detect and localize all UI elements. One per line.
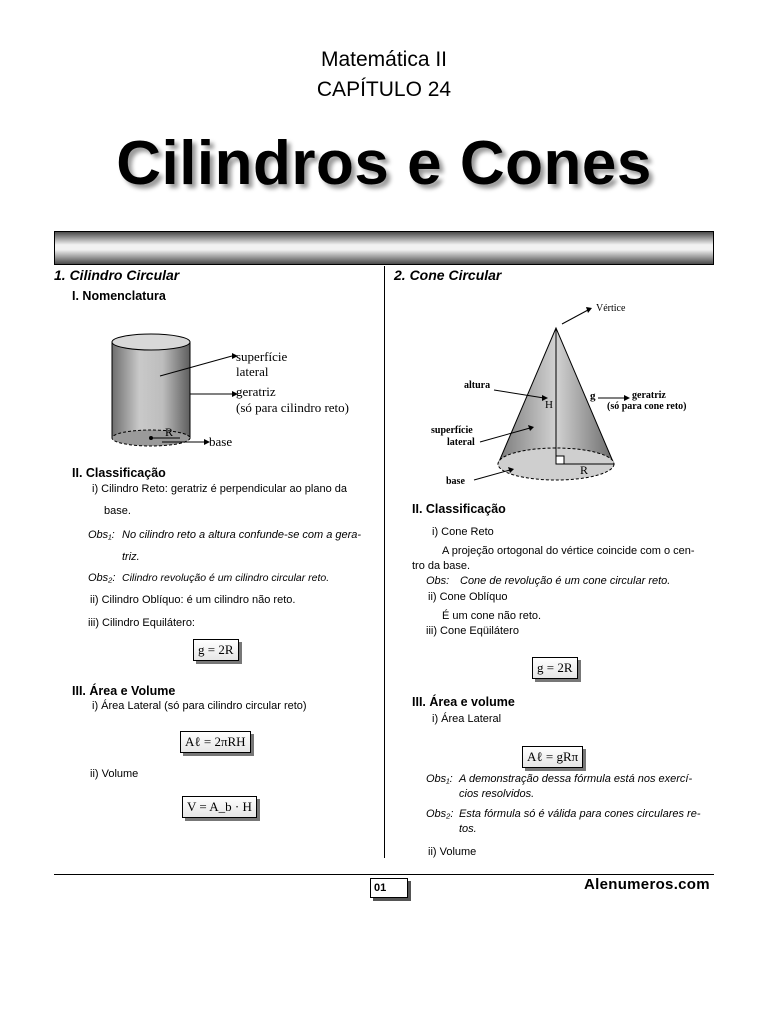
cone-label-generatrix-note: (só para cone reto) [607, 401, 687, 412]
cylinder-obs2-label: Obs₂: [88, 572, 116, 584]
cylinder-area-heading: III. Área e Volume [72, 684, 176, 698]
cone-item-oblique: ii) Cone Oblíquo [428, 591, 508, 603]
cone-label-radius: R [580, 463, 589, 477]
footer-line [54, 874, 714, 875]
cone-label-h: H [545, 399, 553, 411]
cylinder-obs1-text: No cilindro reto a altura confunde-se com a gera- [122, 529, 362, 541]
cone-label-base: base [446, 476, 465, 487]
cone-obs2-label: Obs₂: [426, 808, 454, 820]
cone-label-generatrix-text: geratriz [632, 390, 666, 401]
cylinder-label-lateral-surface-line2: lateral [236, 364, 269, 379]
cylinder-obs1-label: Obs₁: [88, 529, 115, 541]
chapter-label: CAPÍTULO 24 [316, 78, 452, 101]
cylinder-item-equilateral: iii) Cilindro Equilátero: [88, 617, 195, 629]
cylinder-label-lateral-surface-line1: superfície [236, 349, 288, 364]
cylinder-label-lateral-surface [236, 349, 287, 379]
column-divider [384, 266, 385, 858]
cylinder-classification-heading: II. Classificação [72, 466, 166, 480]
cylinder-nomenclature-heading: I. Nomenclatura [72, 289, 166, 303]
cone-classification-heading: II. Classificação [412, 502, 506, 516]
cone-label-lateral-surface-line1: superfície [431, 425, 473, 436]
cone-obs-label: Obs: [426, 575, 450, 587]
cylinder-area-item-lateral: i) Área Lateral (só para cilindro circular reto) [92, 700, 307, 712]
cylinder-item-right: i) Cilindro Reto: geratriz é perpendicular ao plano da [92, 483, 347, 495]
page-number: 01 [370, 878, 408, 898]
cylinder-item-oblique: ii) Cilindro Oblíquo: é um cilindro não reto. [90, 594, 296, 606]
cone-area-item-volume: ii) Volume [428, 846, 477, 858]
cone-formula-equilateral: g = 2R [532, 657, 578, 679]
cone-label-g: g [590, 390, 596, 402]
cylinder-formula-volume: V = A_b · H [182, 796, 257, 818]
cylinder-formula-equilateral: g = 2R [193, 639, 239, 661]
cylinder-obs1-cont: triz. [122, 551, 140, 563]
cone-label-lateral-surface [431, 425, 475, 449]
cylinder-label-base: base [209, 434, 233, 449]
cone-label-height: altura [464, 380, 491, 391]
cylinder-label-generatrix-note: (só para cilindro reto) [236, 400, 349, 415]
cone-item-equilateral: iii) Cone Eqüilátero [426, 625, 519, 637]
cone-label-lateral-surface-line2: lateral [447, 437, 475, 448]
cone-item-right-text2: tro da base. [412, 560, 471, 572]
cylinder-section-title: 1. Cilindro Circular [54, 267, 180, 283]
decorative-bar [54, 231, 714, 265]
cone-area-heading: III. Área e volume [412, 695, 515, 709]
cylinder-label-generatrix [236, 384, 349, 416]
cylinder-formula-lateral: Aℓ = 2πRH [180, 731, 251, 753]
cone-item-right: i) Cone Reto [432, 526, 494, 538]
cone-item-right-text1: A projeção ortogonal do vértice coincide com o cen- [442, 545, 695, 557]
cone-section-title: 2. Cone Circular [394, 267, 502, 283]
page-title: Cilindros e Cones [116, 129, 652, 198]
cone-obs2-text: Esta fórmula só é válida para cones circulares re- [459, 808, 701, 820]
cone-obs-text: Cone de revolução é um cone circular reto. [460, 575, 671, 587]
cone-item-oblique-text: É um cone não reto. [442, 610, 542, 622]
cone-obs2-cont: tos. [459, 823, 477, 835]
cone-obs1-text: A demonstração dessa fórmula está nos exercí- [459, 773, 693, 785]
cone-obs1-label: Obs₁: [426, 773, 453, 785]
cylinder-label-generatrix-text: geratriz [236, 384, 276, 399]
cone-formula-lateral: Aℓ = gRπ [522, 746, 583, 768]
cylinder-area-item-volume: ii) Volume [90, 768, 139, 780]
cone-area-item-lateral: i) Área Lateral [432, 713, 502, 725]
cylinder-obs2-text: Cilindro revolução é um cilindro circular reto. [122, 572, 330, 584]
subject-title: Matemática II [320, 48, 448, 71]
cylinder-item-right-cont: base. [104, 505, 131, 517]
cone-figure [426, 300, 716, 494]
cone-obs1-cont: cios resolvidos. [459, 788, 535, 800]
site-name: Alenumeros.com [584, 876, 710, 893]
cone-label-generatrix [632, 390, 666, 401]
cone-label-vertex: Vértice [596, 303, 626, 314]
cylinder-label-radius: R [165, 425, 174, 439]
